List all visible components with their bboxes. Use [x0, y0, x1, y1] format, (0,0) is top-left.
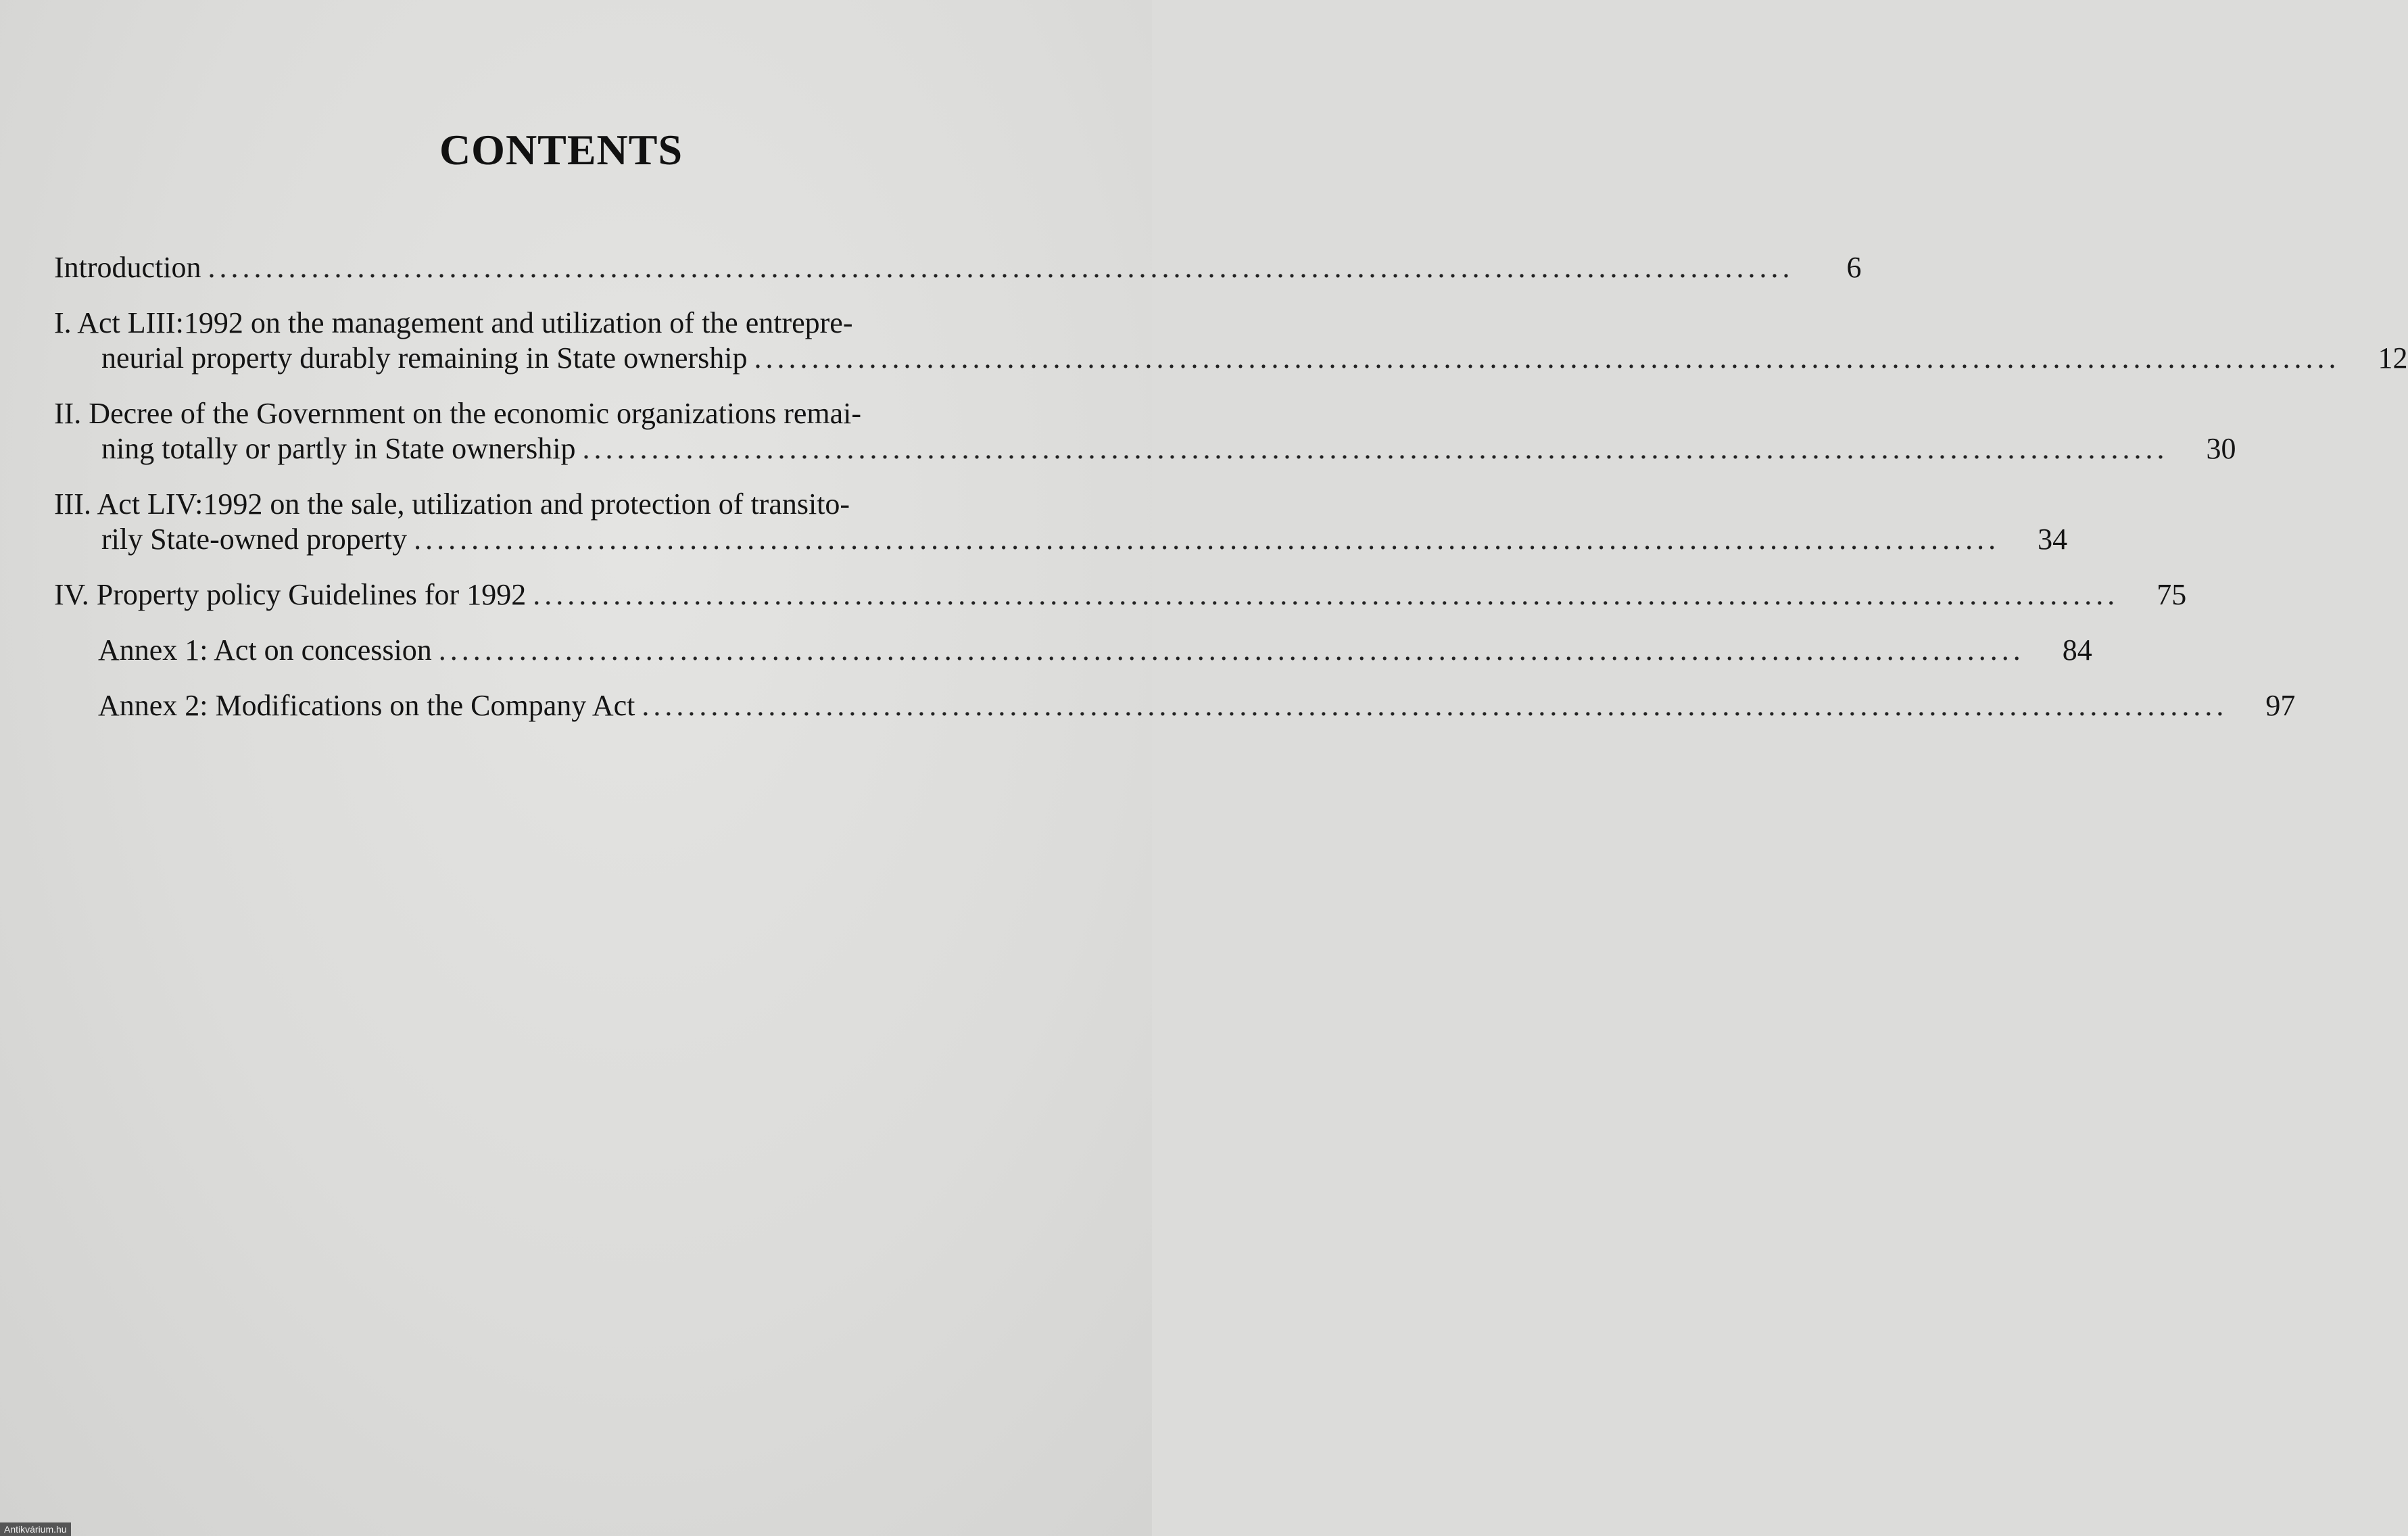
toc-entry-title: Annex 1: Act on concession [98, 633, 432, 667]
toc-entry-annex-2 [54, 688, 2296, 723]
toc-page-number: 75 [2157, 578, 2187, 611]
toc-entry-decree [54, 396, 2236, 466]
leader-dots: .......................................................................................................................................... [642, 689, 2228, 722]
toc-entry-title-continued: rily State-owned property [101, 523, 408, 556]
toc-entry-title: IV. Property policy Guidelines for 1992 [54, 578, 527, 611]
leader-dots: .......................................................................................................................................... [414, 523, 2000, 556]
toc-entry-act-liv [54, 487, 2068, 557]
toc-page-number: 30 [2206, 432, 2236, 465]
toc-entry-title-continued: ning totally or partly in State ownership [101, 432, 576, 465]
toc-entry-title-continued: neurial property durably remaining in State ownership [101, 341, 748, 375]
toc-entry-act-liii [54, 306, 2408, 376]
toc-page-number: 6 [1846, 251, 1862, 284]
leader-dots: .......................................................................................................................................... [533, 578, 2119, 611]
leader-dots: .......................................................................................................................................... [438, 633, 2025, 667]
toc-entry-title: Annex 2: Modifications on the Company Act [98, 689, 635, 722]
toc-entry-title: Introduction [54, 251, 201, 284]
toc-entry-title-line: III. Act LIV:1992 on the sale, utilization and protection of transito- [54, 487, 850, 521]
toc-page-number: 97 [2265, 689, 2296, 722]
toc-page-number: 12 [2378, 341, 2408, 375]
toc-entry-introduction [54, 250, 1862, 285]
leader-dots: .......................................................................................................................................... [754, 341, 2340, 375]
leader-dots: .......................................................................................................................................... [208, 251, 1794, 284]
page-title: CONTENTS [439, 126, 683, 174]
toc-entry-annex-1 [54, 633, 2092, 668]
toc-entry-title-line: II. Decree of the Government on the economic organizations remai- [54, 397, 862, 430]
leader-dots: .......................................................................................................................................... [582, 432, 2169, 465]
toc-entry-title-line: I. Act LIII:1992 on the management and utilization of the entrepre- [54, 306, 853, 339]
toc-page-number: 34 [2038, 523, 2068, 556]
watermark-stamp: Antikvárium.hu [0, 1522, 71, 1536]
toc-page-number: 84 [2062, 633, 2092, 667]
toc-entry-property-policy [54, 577, 2187, 613]
table-of-contents [54, 250, 2408, 723]
